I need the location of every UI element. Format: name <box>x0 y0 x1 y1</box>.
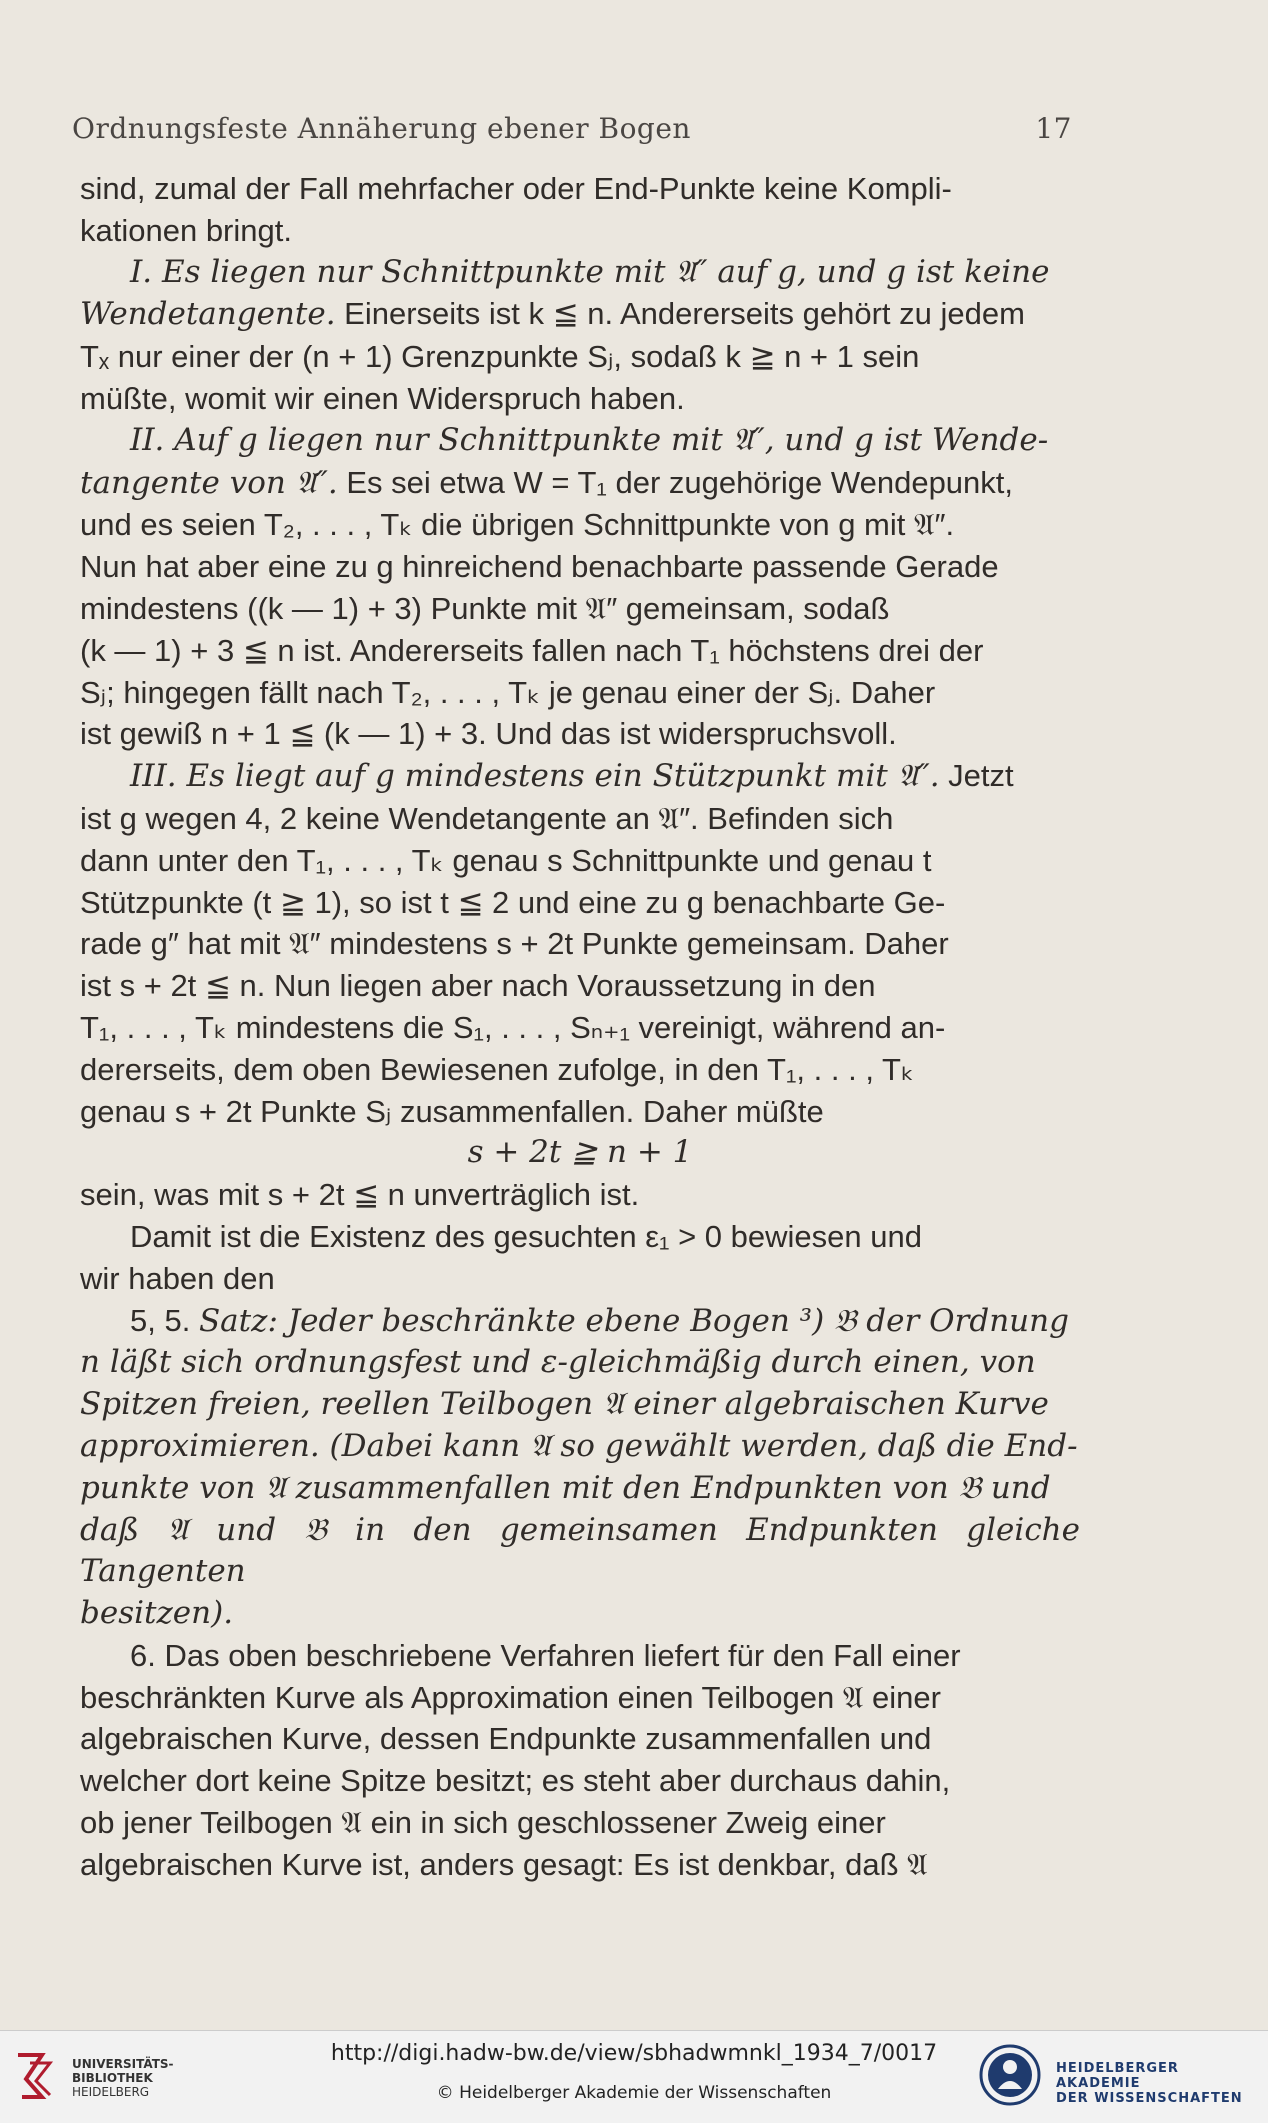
theorem-heading <box>80 1300 1080 1343</box>
case-one-heading: I. Es liegen nur Schnittpunkte mit 𝔄″ auf g, und g ist keine <box>130 253 1050 290</box>
text-line <box>80 293 1080 336</box>
text-line: dererseits, dem oben Bewiesenen zufolge, in den T₁, . . . , Tₖ <box>80 1051 915 1087</box>
section-number: 5, 5. <box>130 1302 199 1338</box>
text-line: (k — 1) + 3 ≦ n ist. Andererseits fallen nach T₁ höchstens drei der <box>80 632 984 668</box>
theorem-line: n läßt sich ordnungsfest und ε-gleichmäßig durch einen, von <box>80 1344 1036 1381</box>
text-segment: Es sei etwa W = T₁ der zugehörige Wendepunkt, <box>337 464 1014 500</box>
italic-term: tangente von 𝔄″. <box>80 464 338 501</box>
text-segment: Einerseits ist k ≦ n. Andererseits gehört zu jedem <box>335 296 1025 332</box>
theorem-line: approximieren. (Dabei kann 𝔄 so gewählt werden, daß die End- <box>80 1427 1078 1464</box>
library-name: UNIVERSITÄTS- BIBLIOTHEK HEIDELBERG <box>72 2057 174 2099</box>
theorem-line: punkte von 𝔄 zusammenfallen mit den Endpunkten von 𝔅 und <box>80 1469 1051 1506</box>
text-line: Damit ist die Existenz des gesuchten ε₁ > 0 bewiesen und <box>130 1218 922 1254</box>
text-line: rade g″ hat mit 𝔄″ mindestens s + 2t Punkte gemeinsam. Daher <box>80 926 949 962</box>
text-line: und es seien T₂, . . . , Tₖ die übrigen Schnittpunkte von g mit 𝔄″. <box>80 507 955 543</box>
copyright-notice: © Heidelberger Akademie der Wissenschaften <box>436 2083 832 2103</box>
text-line: mindestens ((k — 1) + 3) Punkte mit 𝔄″ gemeinsam, sodaß <box>80 590 890 626</box>
text-line: kationen bringt. <box>80 212 292 248</box>
text-line: dann unter den T₁, . . . , Tₖ genau s Schnittpunkte und genau t <box>80 842 932 878</box>
digitization-footer <box>0 2030 1268 2123</box>
theorem-line: Spitzen freien, reellen Teilbogen 𝔄 einer algebraischen Kurve <box>80 1386 1049 1423</box>
theorem-line: daß 𝔄 und 𝔅 in den gemeinsamen Endpunkten gleiche Tangenten <box>80 1511 1080 1590</box>
text-line <box>80 462 1080 505</box>
text-line: ob jener Teilbogen 𝔄 ein in sich geschlossener Zweig einer <box>80 1805 886 1841</box>
theorem-line: besitzen). <box>80 1595 234 1632</box>
body-text <box>80 168 1080 1886</box>
text-line: ist gewiß n + 1 ≦ (k — 1) + 3. Und das ist widerspruchsvoll. <box>80 716 897 752</box>
text-line: algebraischen Kurve ist, anders gesagt: Es ist denkbar, daß 𝔄 <box>80 1846 928 1882</box>
text-line: ist g wegen 4, 2 keine Wendetangente an 𝔄″. Befinden sich <box>80 800 894 836</box>
text-line: Sⱼ; hingegen fällt nach T₂, . . . , Tₖ je genau einer der Sⱼ. Daher <box>80 674 936 710</box>
display-formula: s + 2t ≧ n + 1 <box>467 1134 693 1171</box>
text-line: ist s + 2t ≦ n. Nun liegen aber nach Voraussetzung in den <box>80 968 876 1004</box>
permalink-url[interactable]: http://digi.hadw-bw.de/view/sbhadwmnkl_1934_7/0017 <box>330 2041 938 2066</box>
academy-seal-icon <box>978 2043 1042 2107</box>
case-two-heading: II. Auf g liegen nur Schnittpunkte mit 𝔄″, und g ist Wende- <box>130 421 1049 458</box>
text-line: genau s + 2t Punkte Sⱼ zusammenfallen. Daher müßte <box>80 1093 824 1129</box>
italic-heading: III. Es liegt auf g mindestens ein Stützpunkt mit 𝔄″. <box>130 758 940 795</box>
text-line: sein, was mit s + 2t ≦ n unverträglich ist. <box>80 1177 640 1213</box>
text-line: Stützpunkte (t ≧ 1), so ist t ≦ 2 und eine zu g benachbarte Ge- <box>80 884 946 920</box>
text-line: T₁, . . . , Tₖ mindestens die S₁, . . . , Sₙ₊₁ vereinigt, während an- <box>80 1009 946 1045</box>
italic-term: Wendetangente. <box>80 296 336 333</box>
page-number: 17 <box>1035 112 1072 145</box>
academy-logo[interactable] <box>978 2043 1258 2109</box>
academy-name: HEIDELBERGER AKADEMIE DER WISSENSCHAFTEN <box>1056 2061 1243 2106</box>
text-line: beschränkten Kurve als Approximation einen Teilbogen 𝔄 einer <box>80 1679 941 1715</box>
text-line: 6. Das oben beschriebene Verfahren liefert für den Fall einer <box>130 1637 961 1673</box>
theorem-text: Satz: Jeder beschränkte ebene Bogen ³) 𝔅 der Ordnung <box>198 1302 1069 1339</box>
running-title: Ordnungsfeste Annäherung ebener Bogen <box>72 112 691 145</box>
text-line: welcher dort keine Spitze besitzt; es steht aber durchaus dahin, <box>80 1763 951 1799</box>
text-line: algebraischen Kurve, dessen Endpunkte zusammenfallen und <box>80 1721 932 1757</box>
text-line: wir haben den <box>80 1260 275 1296</box>
text-line: müßte, womit wir einen Widerspruch haben. <box>80 380 685 416</box>
case-three-heading <box>80 755 1080 798</box>
text-line: sind, zumal der Fall mehrfacher oder End-Punkte keine Kompli- <box>80 171 952 206</box>
running-header <box>72 112 1072 152</box>
text-line: Tₓ nur einer der (n + 1) Grenzpunkte Sⱼ, sodaß k ≧ n + 1 sein <box>80 339 920 375</box>
text-line: Nun hat aber eine zu g hinreichend benachbarte passende Gerade <box>80 549 999 585</box>
text-segment: Jetzt <box>939 758 1014 794</box>
